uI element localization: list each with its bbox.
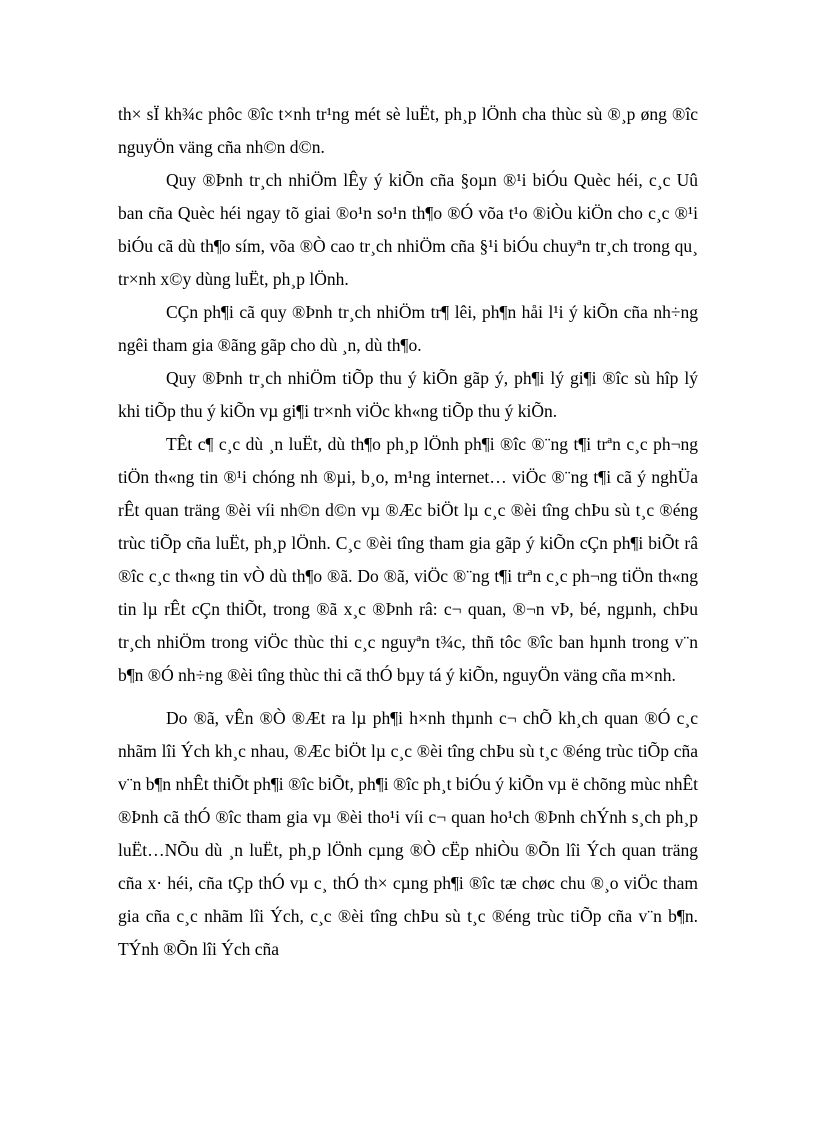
paragraph-continuation: th× sÏ kh¾c phôc ®îc t×nh tr¹ng mét sè luËt, ph¸p lÖnh cha thùc sù ®¸p øng ®îc nguyÖn väng cña nh©n d©n. (118, 104, 698, 157)
paragraph-publication: TÊt c¶ c¸c dù ¸n luËt, dù th¶o ph¸p lÖnh ph¶i ®îc ®¨ng t¶i trªn c¸c ph¬ng tiÖn th«ng tin ®¹i chóng nh ®µi, b¸o, m¹ng internet… viÖc ®¨ng t¶i cã ý nghÜa rÊt quan träng ®èi víi nh©n d©n vµ ®Æc biÖt lµ c¸c ®èi tîng chÞu sù t¸c ®éng trùc tiÕp cña luËt, ph¸p lÖnh. C¸c ®èi tîng tham gia gãp ý kiÕn cÇn ph¶i biÕt râ ®îc c¸c th«ng tin vÒ dù th¶o ®ã. Do ®ã, viÖc ®¨ng t¶i trªn c¸c ph¬ng tiÖn th«ng tin lµ rÊt cÇn thiÕt, trong ®ã x¸c ®Þnh râ: c¬ quan, ®¬n vÞ, bé, ngµnh, chÞu tr¸ch nhiÖm trong viÖc thùc thi c¸c nguyªn t¾c, thñ tôc ®îc ban hµnh trong v¨n b¶n ®Ó nh÷ng ®èi tîng thùc thi cã thÓ bµy tá ý kiÕn, nguyÖn väng cña m×nh. (118, 434, 698, 685)
paragraph-feedback-responsibility: CÇn ph¶i cã quy ®Þnh tr¸ch nhiÖm tr¶ lêi, ph¶n håi l¹i ý kiÕn cña nh÷ng ngêi tham gia ®ãng gãp cho dù ¸n, dù th¶o. (118, 302, 698, 355)
document-page (118, 98, 698, 966)
paragraph-interest-groups: Do ®ã, vÊn ®Ò ®Æt ra lµ ph¶i h×nh thµnh c¬ chÕ kh¸ch quan ®Ó c¸c nhãm lîi Ých kh¸c nhau, ®Æc biÖt lµ c¸c ®èi tîng chÞu sù t¸c ®éng trùc tiÕp cña v¨n b¶n nhÊt thiÕt ph¶i ®îc biÕt, ph¶i ®îc ph¸t biÓu ý kiÕn vµ ë chõng mùc nhÊt ®Þnh cã thÓ ®îc tham gia vµ ®èi tho¹i víi c¬ quan ho¹ch ®Þnh chÝnh s¸ch ph¸p luËt…NÕu dù ¸n luËt, ph¸p lÖnh cµng ®Ò cËp nhiÒu ®Õn lîi Ých quan träng cña x· héi, cña tÇp thÓ vµ c¸ thÓ th× cµng ph¶i ®îc tæ chøc chu ®¸o viÖc tham gia cña c¸c nhãm lîi Ých, c¸c ®èi tîng chÞu sù t¸c ®éng trùc tiÕp cña v¨n b¶n. TÝnh ®Õn lîi Ých cña (118, 708, 698, 959)
paragraph-acceptance-responsibility: Quy ®Þnh tr¸ch nhiÖm tiÕp thu ý kiÕn gãp ý, ph¶i lý gi¶i ®îc sù hîp lý khi tiÕp thu ý kiÕn vµ gi¶i tr×nh viÖc kh«ng tiÕp thu ý kiÕn. (118, 368, 698, 421)
paragraph-consultation-responsibility: Quy ®Þnh tr¸ch nhiÖm lÊy ý kiÕn cña §oµn ®¹i biÓu Quèc héi, c¸c Uû ban cña Quèc héi ngay tõ giai ®o¹n so¹n th¶o ®Ó võa t¹o ®iÒu kiÖn cho c¸c ®¹i biÓu cã dù th¶o sím, võa ®Ò cao tr¸ch nhiÖm cña §¹i biÓu chuyªn tr¸ch trong qu¸ tr×nh x©y dùng luËt, ph¸p lÖnh. (118, 170, 698, 289)
